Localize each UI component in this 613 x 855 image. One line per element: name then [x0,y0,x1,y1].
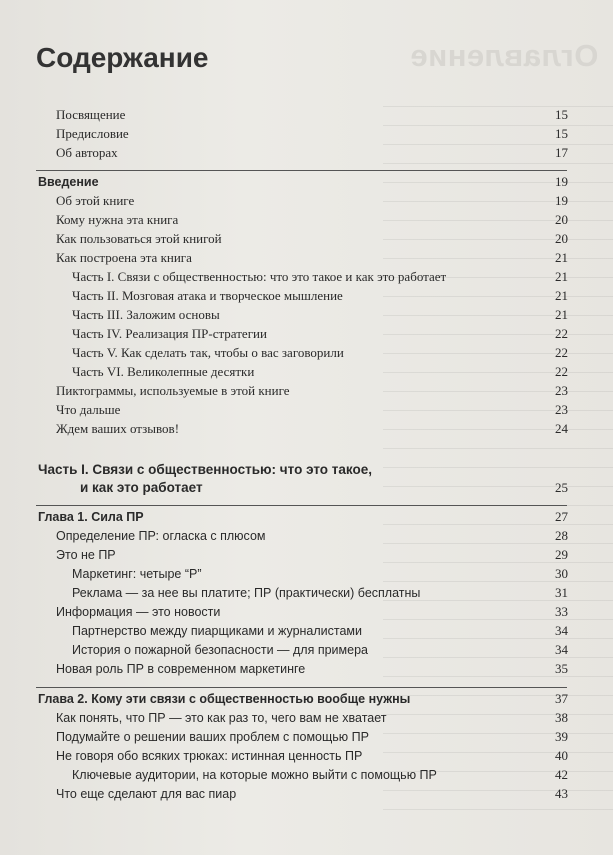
toc-entry-label: Посвящение [56,107,126,122]
toc-page-number: 35 [555,661,568,676]
page-title: Содержание [36,42,209,73]
toc-entry-label: Введение [38,175,99,189]
toc-entry[interactable] [0,268,613,286]
toc-entry-label: Часть III. Заложим основы [72,307,220,322]
toc-entry-label: Новая роль ПР в современном маркетинге [56,662,306,676]
toc-entry-label: Предисловие [56,126,129,141]
toc-page-number: 21 [555,307,568,322]
toc-page-number: 31 [555,585,568,600]
toc-page-number: 22 [555,326,568,341]
toc-entry[interactable] [0,401,613,419]
toc-entry-label: Часть IV. Реализация ПР-стратегии [72,326,267,341]
toc-entry[interactable] [0,382,613,400]
toc-entry-label: Это не ПР [56,548,116,562]
toc-section-heading[interactable] [0,173,613,191]
toc-entry[interactable] [0,584,613,602]
toc-entry-label: Определение ПР: огласка с плюсом [56,529,266,543]
toc-page-number: 15 [555,107,568,122]
toc-entry-label: Ключевые аудитории, на которые можно выйти с помощью ПР [72,768,437,782]
toc-page-number: 25 [555,480,568,495]
toc-entry-label: Глава 1. Сила ПР [38,510,144,524]
toc-page-number: 22 [555,345,568,360]
toc-entry[interactable] [0,125,613,143]
toc-part-heading-cont[interactable] [0,479,613,497]
toc-entry-label: История о пожарной безопасности — для примера [72,643,368,657]
toc-entry[interactable] [0,660,613,678]
toc-entry[interactable] [0,641,613,659]
toc-page-number: 21 [555,269,568,284]
toc-chapter-heading[interactable] [0,690,613,708]
toc-entry[interactable] [0,565,613,583]
toc-chapter-heading[interactable] [0,508,613,526]
toc-page-number: 21 [555,250,568,265]
toc-page-number: 21 [555,288,568,303]
toc-page-number: 24 [555,421,568,436]
toc-entry-label: Ждем ваших отзывов! [56,421,180,436]
mirrored-title: Оглавление [410,38,599,73]
toc-page-number: 20 [555,231,568,246]
toc-entry[interactable] [0,287,613,305]
toc-entry-label: Глава 2. Кому эти связи с общественностью вообще нужны [38,692,411,706]
toc-page-number: 19 [555,193,568,208]
toc-entry[interactable] [0,306,613,324]
toc-entry[interactable] [0,106,613,124]
toc-entry-label: Часть I. Связи с общественностью: что это такое, [38,462,372,477]
toc-entry[interactable] [0,709,613,727]
toc-entry[interactable] [0,230,613,248]
toc-entry-label: Как понять, что ПР — это как раз то, чего вам не хватает [56,711,387,725]
toc-entry-label: Не говоря обо всяких трюках: истинная ценность ПР [56,749,363,763]
toc-entry-label: Как построена эта книга [56,250,192,265]
toc-entry-label: Партнерство между пиарщиками и журналистами [72,624,363,638]
toc-entry[interactable] [0,728,613,746]
toc-entry[interactable] [0,785,613,803]
toc-page-number: 30 [555,566,568,581]
toc-entry-label: Часть I. Связи с общественностью: что это такое и как это работает [72,269,447,284]
toc-entry-label: Подумайте о решении ваших проблем с помощью ПР [56,730,369,744]
toc-entry[interactable] [0,420,613,438]
toc-entry-label: Реклама — за нее вы платите; ПР (практически) бесплатны [72,586,421,600]
toc-page-number: 37 [555,691,568,706]
toc-entry[interactable] [0,622,613,640]
section-divider [36,687,567,688]
toc-entry-label: Часть II. Мозговая атака и творческое мышление [72,288,343,303]
section-divider [36,505,567,506]
toc-entry[interactable] [0,192,613,210]
toc-entry-label: Часть VI. Великолепные десятки [72,364,255,379]
toc-page-number: 39 [555,729,568,744]
toc-entry[interactable] [0,144,613,162]
toc-entry[interactable] [0,603,613,621]
toc-page-number: 19 [555,174,568,189]
toc-page-number: 23 [555,402,568,417]
toc-part-heading[interactable] [0,461,613,479]
toc-page-number: 28 [555,528,568,543]
section-divider [36,170,567,171]
toc-page-number: 15 [555,126,568,141]
toc-page-number: 40 [555,748,568,763]
toc-entry[interactable] [0,249,613,267]
toc-page-number: 33 [555,604,568,619]
toc-entry-label: Пиктограммы, используемые в этой книге [56,383,290,398]
toc-entry[interactable] [0,747,613,765]
toc-page-number: 38 [555,710,568,725]
toc-entry[interactable] [0,766,613,784]
toc-page-number: 22 [555,364,568,379]
toc-entry-label: Об этой книге [56,193,135,208]
toc-entry-label: Кому нужна эта книга [56,212,179,227]
toc-entry[interactable] [0,546,613,564]
toc-page-number: 17 [555,145,568,160]
toc-page-number: 42 [555,767,568,782]
toc-page-number: 43 [555,786,568,801]
toc-entry-label: Что дальше [56,402,121,417]
toc-entry-label: Маркетинг: четыре “Р” [72,567,202,581]
toc-page-number: 27 [555,509,568,524]
toc-entry-label: Часть V. Как сделать так, чтобы о вас заговорили [72,345,344,360]
toc-entry[interactable] [0,527,613,545]
toc-page-number: 20 [555,212,568,227]
toc-entry[interactable] [0,344,613,362]
toc-page-number: 23 [555,383,568,398]
toc-page-number: 29 [555,547,568,562]
toc-entry[interactable] [0,211,613,229]
toc-page-number: 34 [555,642,568,657]
toc-entry-label: Как пользоваться этой книгой [56,231,222,246]
toc-entry[interactable] [0,363,613,381]
toc-entry[interactable] [0,325,613,343]
toc-entry-label: Информация — это новости [56,605,221,619]
toc-entry-label: Что еще сделают для вас пиар [56,787,237,801]
toc-entry-label-line2: и как это работает [80,480,203,495]
toc-page-number: 34 [555,623,568,638]
toc-entry-label: Об авторах [56,145,118,160]
